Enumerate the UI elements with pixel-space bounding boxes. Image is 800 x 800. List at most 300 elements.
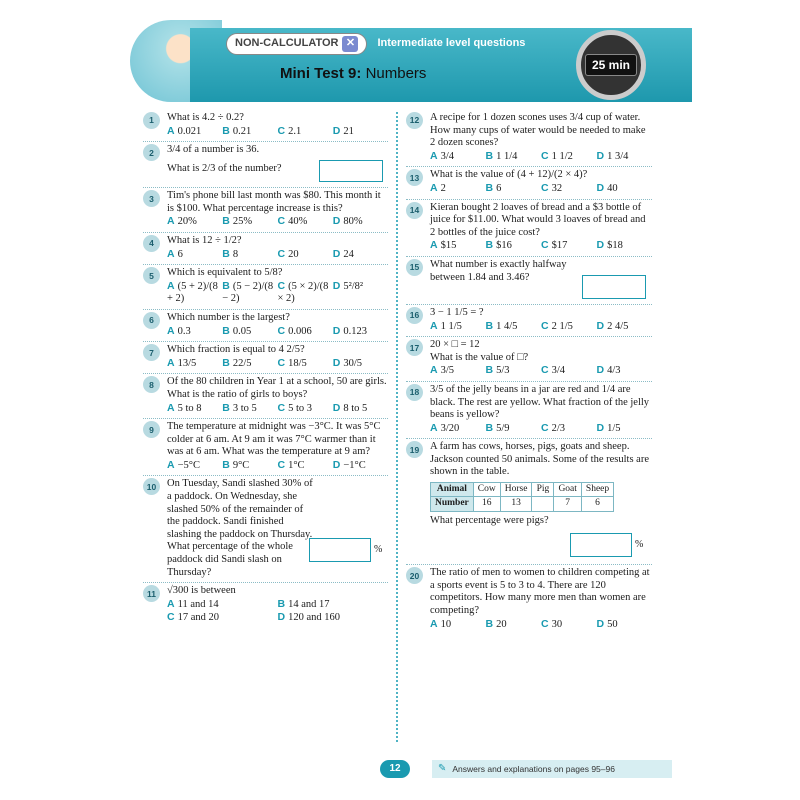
table-cell: Pig xyxy=(532,483,554,497)
question-text: On Tuesday, Sandi slashed 30% of a paddock. On Wednesday, she slashed 50% of the remainder of the paddock. Sandi finished slashing the paddock on Thursday. What percentage of the whole paddock did Sandi slash on Thursday? xyxy=(167,478,313,578)
option-letter: D xyxy=(332,215,341,228)
answer-option[interactable] xyxy=(541,150,597,164)
option-text: 30/5 xyxy=(343,357,363,369)
option-text: 8 to 5 xyxy=(343,402,368,414)
question-number: 10 xyxy=(143,478,160,495)
option-text: 5/9 xyxy=(496,422,510,434)
question-number: 17 xyxy=(406,339,423,356)
answer-option[interactable] xyxy=(167,357,222,371)
option-letter: B xyxy=(222,458,230,471)
answer-options xyxy=(430,239,652,253)
option-text: 8 xyxy=(232,248,239,260)
option-letter: C xyxy=(277,124,286,137)
option-text: 32 xyxy=(551,182,563,194)
option-text: 2 1/5 xyxy=(551,320,573,332)
option-text: 1/5 xyxy=(607,422,621,434)
table-cell: Sheep xyxy=(581,483,613,497)
option-letter: A xyxy=(430,364,438,377)
option-text: 3 to 5 xyxy=(232,402,257,414)
answer-options xyxy=(430,320,652,334)
option-text: (5 − 2)/(8 − 2) xyxy=(222,280,274,305)
answers-note-text: Answers and explanations on pages 95–96 xyxy=(452,763,615,774)
table-cell: 16 xyxy=(473,497,500,511)
question-number: 13 xyxy=(406,169,423,186)
question-text: The ratio of men to women to children competing at a sports event is 5 to 3 to 4. There are 120 competitors. How many more men than women are competing? xyxy=(430,567,650,617)
option-text: $18 xyxy=(607,240,623,252)
option-letter: A xyxy=(167,124,175,137)
answer-option[interactable] xyxy=(333,357,388,371)
table-cell: 6 xyxy=(581,497,613,511)
question-4 xyxy=(143,233,388,265)
answer-options xyxy=(167,248,388,262)
option-letter: A xyxy=(167,215,175,228)
question-7 xyxy=(143,342,388,374)
option-letter: C xyxy=(541,181,549,194)
option-letter: D xyxy=(596,421,605,434)
option-text: 3/4 xyxy=(440,150,455,162)
answer-option[interactable] xyxy=(278,215,333,229)
answer-option[interactable] xyxy=(597,364,653,378)
question-text: Which number is the largest? xyxy=(167,311,290,323)
answer-option[interactable] xyxy=(541,239,597,253)
table-row xyxy=(431,483,614,497)
answer-option[interactable] xyxy=(333,280,388,306)
question-text: What is 12 ÷ 1/2? xyxy=(167,234,242,246)
option-letter: A xyxy=(430,319,438,332)
page-number: 12 xyxy=(380,760,410,778)
option-text: 5/3 xyxy=(496,365,510,377)
table-cell: Goat xyxy=(554,483,581,497)
answer-option[interactable] xyxy=(430,364,486,378)
option-text: 0.021 xyxy=(177,125,202,137)
option-letter: C xyxy=(541,364,549,377)
answer-option[interactable] xyxy=(430,618,486,632)
x-mark-icon: ✕ xyxy=(342,36,358,52)
answer-option[interactable] xyxy=(222,459,277,473)
option-text: 0.006 xyxy=(288,325,312,337)
option-text: 1 3/4 xyxy=(607,150,629,162)
option-letter: A xyxy=(167,356,175,369)
option-letter: C xyxy=(277,356,286,369)
question-number: 18 xyxy=(406,384,423,401)
option-letter: B xyxy=(222,247,230,260)
answer-option[interactable] xyxy=(278,357,333,371)
question-text: Kieran bought 2 loaves of bread and a $3 bottle of juice for $11.00. What would 3 loaves of bread and 2 bottles of the juice cost? xyxy=(430,201,646,238)
question-text: What number is exactly halfway between 1.84 and 3.46? xyxy=(430,258,567,283)
table-cell: 7 xyxy=(554,497,581,511)
option-letter: D xyxy=(332,458,341,471)
answer-option[interactable] xyxy=(333,325,388,339)
pencil-icon: ✎ xyxy=(438,763,447,774)
answer-option[interactable] xyxy=(222,357,277,371)
subtitle: Intermediate level questions xyxy=(377,37,526,50)
option-text: 5 to 3 xyxy=(288,402,313,414)
answers-note xyxy=(432,760,672,778)
answer-option[interactable] xyxy=(486,182,542,196)
question-number: 4 xyxy=(143,235,160,252)
option-letter: B xyxy=(222,356,230,369)
answer-option[interactable] xyxy=(167,459,222,473)
option-text: 20 xyxy=(496,618,507,630)
question-15 xyxy=(406,257,652,305)
answer-option[interactable] xyxy=(597,320,653,334)
answer-options xyxy=(167,280,388,306)
option-letter: C xyxy=(541,421,549,434)
option-letter: C xyxy=(541,319,549,332)
option-letter: B xyxy=(485,319,494,332)
answer-option[interactable] xyxy=(167,280,222,306)
option-letter: B xyxy=(222,279,230,292)
answer-option[interactable] xyxy=(333,125,388,139)
option-letter: A xyxy=(167,324,175,337)
option-text: 17 and 20 xyxy=(177,612,220,624)
option-text: −1°C xyxy=(343,459,366,471)
question-number: 20 xyxy=(406,567,423,584)
question-text: 3/5 of the jelly beans in a jar are red and 1/4 are black. The rest are yellow. What fraction of the jelly beans is yellow? xyxy=(430,383,650,421)
option-text: 30 xyxy=(551,618,563,630)
option-text: 11 and 14 xyxy=(177,598,219,610)
question-text: What is the value of (4 + 12)/(2 × 4)? xyxy=(430,169,588,181)
option-text: 3/4 xyxy=(551,365,566,377)
answer-option[interactable] xyxy=(597,150,653,164)
mode-label: NON-CALCULATOR xyxy=(235,37,339,50)
answer-option[interactable] xyxy=(167,598,278,612)
answer-option[interactable] xyxy=(486,364,542,378)
question-number: 19 xyxy=(406,441,423,458)
left-column xyxy=(143,110,388,628)
option-text: 0.3 xyxy=(177,325,191,337)
option-letter: B xyxy=(222,401,230,414)
answer-option[interactable] xyxy=(167,248,222,262)
option-text: 10 xyxy=(440,618,452,630)
option-text: 0.123 xyxy=(343,325,367,337)
answer-option[interactable] xyxy=(486,320,542,334)
answer-option[interactable] xyxy=(278,611,389,625)
option-text: (5 + 2)/(8 + 2) xyxy=(167,280,218,305)
answer-option[interactable] xyxy=(167,215,222,229)
question-number: 9 xyxy=(143,421,160,438)
question-20 xyxy=(406,565,652,634)
answer-option[interactable] xyxy=(167,611,278,625)
answer-option[interactable] xyxy=(222,215,277,229)
option-letter: C xyxy=(541,239,549,252)
option-letter: C xyxy=(277,458,286,471)
question-5 xyxy=(143,265,388,310)
answer-options xyxy=(167,125,388,139)
answer-option[interactable] xyxy=(597,182,653,196)
question-text: What is 2/3 of the number? xyxy=(167,162,282,174)
option-text: $15 xyxy=(440,240,457,252)
answer-option[interactable] xyxy=(278,459,333,473)
answer-option[interactable] xyxy=(333,248,388,262)
answer-option[interactable] xyxy=(222,125,277,139)
option-letter: A xyxy=(167,597,175,610)
question-3 xyxy=(143,188,388,233)
option-letter: C xyxy=(167,611,175,624)
question-11 xyxy=(143,583,388,628)
question-number: 1 xyxy=(143,112,160,129)
right-column xyxy=(406,110,652,634)
timer-label: 25 min xyxy=(585,54,637,76)
question-number: 7 xyxy=(143,344,160,361)
answer-option[interactable] xyxy=(167,325,222,339)
option-letter: D xyxy=(596,617,605,630)
option-letter: D xyxy=(277,611,286,624)
answer-option[interactable] xyxy=(486,150,542,164)
option-letter: D xyxy=(332,279,341,292)
question-number: 15 xyxy=(406,259,423,276)
option-letter: B xyxy=(222,215,230,228)
option-letter: C xyxy=(277,215,286,228)
option-text: 50 xyxy=(607,618,618,630)
table-cell xyxy=(532,497,554,511)
answer-option[interactable] xyxy=(486,239,542,253)
answer-options xyxy=(167,357,388,371)
option-text: 9°C xyxy=(232,459,250,471)
question-17 xyxy=(406,337,652,382)
question-number: 12 xyxy=(406,112,423,129)
answer-options xyxy=(430,150,652,164)
table-cell: 13 xyxy=(500,497,532,511)
table-row xyxy=(431,497,614,511)
answer-options xyxy=(167,459,388,473)
option-letter: B xyxy=(485,149,494,162)
question-text: What is the value of □? xyxy=(430,351,529,363)
answer-options xyxy=(430,364,652,378)
answer-box[interactable] xyxy=(309,538,371,562)
option-text: 20% xyxy=(177,216,197,228)
answer-option[interactable] xyxy=(597,239,653,253)
option-letter: A xyxy=(430,149,438,162)
animal-table xyxy=(430,482,614,512)
question-9 xyxy=(143,419,388,476)
question-number: 14 xyxy=(406,202,423,219)
question-number: 5 xyxy=(143,267,160,284)
option-letter: B xyxy=(485,617,494,630)
option-text: 40 xyxy=(607,182,618,194)
question-number: 6 xyxy=(143,312,160,329)
answer-box[interactable] xyxy=(582,275,646,299)
option-text: 0.21 xyxy=(232,125,252,137)
answer-option[interactable] xyxy=(597,618,653,632)
option-text: 1 1/4 xyxy=(496,150,518,162)
answer-options xyxy=(430,422,652,436)
option-letter: C xyxy=(277,401,286,414)
answer-option[interactable] xyxy=(278,402,333,416)
answer-option[interactable] xyxy=(278,125,333,139)
question-2 xyxy=(143,142,388,188)
answer-option[interactable] xyxy=(430,422,486,436)
option-letter: A xyxy=(430,421,438,434)
question-text: 3/4 of a number is 36. xyxy=(167,144,260,156)
table-cell: Cow xyxy=(473,483,500,497)
answer-option[interactable] xyxy=(278,325,333,339)
option-text: 6 xyxy=(496,182,502,194)
option-text: 2 xyxy=(440,182,446,194)
footer xyxy=(0,760,800,780)
option-text: 120 and 160 xyxy=(288,612,341,624)
question-text: What is 4.2 ÷ 0.2? xyxy=(167,112,244,123)
option-text: 2/3 xyxy=(551,422,566,434)
question-8 xyxy=(143,374,388,419)
option-text: 18/5 xyxy=(288,357,307,369)
question-number: 3 xyxy=(143,190,160,207)
option-text: 5²/8² xyxy=(343,280,364,292)
answer-box[interactable] xyxy=(319,160,383,182)
question-text: √300 is between xyxy=(167,585,236,597)
question-text: A recipe for 1 dozen scones uses 3/4 cup of water. How many cups of water would be needed to make 2 dozen scones? xyxy=(430,112,646,149)
option-letter: D xyxy=(596,181,605,194)
question-12 xyxy=(406,110,652,167)
option-text: 24 xyxy=(343,248,354,260)
question-number: 11 xyxy=(143,585,160,602)
option-letter: C xyxy=(277,279,286,292)
option-text: 5 to 8 xyxy=(177,402,202,414)
percent-unit: % xyxy=(635,539,644,551)
table-cell: Animal xyxy=(431,483,474,497)
answer-option[interactable] xyxy=(430,150,486,164)
answer-box[interactable] xyxy=(570,533,632,557)
answer-option[interactable] xyxy=(486,422,542,436)
option-letter: C xyxy=(277,324,286,337)
question-text: Tim's phone bill last month was $80. This month it is $100. What percentage increase is this? xyxy=(167,190,381,214)
option-text: 40% xyxy=(288,216,308,228)
option-text: 1 1/5 xyxy=(440,320,462,332)
answer-options xyxy=(430,182,652,196)
question-text: 3 − 1 1/5 = ? xyxy=(430,306,484,318)
option-text: 1 4/5 xyxy=(496,320,518,332)
answer-option[interactable] xyxy=(278,248,333,262)
answer-option[interactable] xyxy=(430,182,486,196)
answer-options xyxy=(167,402,388,416)
question-text: Of the 80 children in Year 1 at a school, 50 are girls. What is the ratio of girls to boys? xyxy=(167,376,387,400)
option-text: 1 1/2 xyxy=(551,150,573,162)
answer-option[interactable] xyxy=(541,182,597,196)
answer-option[interactable] xyxy=(167,402,222,416)
option-letter: A xyxy=(167,458,175,471)
answer-option[interactable] xyxy=(430,239,486,253)
option-text: 1°C xyxy=(288,459,305,471)
answer-option[interactable] xyxy=(333,402,388,416)
question-6 xyxy=(143,310,388,342)
answer-option[interactable] xyxy=(222,402,277,416)
answer-option[interactable] xyxy=(333,459,388,473)
option-text: (5 × 2)/(8 × 2) xyxy=(277,280,329,305)
option-letter: B xyxy=(222,124,230,137)
option-text: 6 xyxy=(177,248,183,260)
option-text: 13/5 xyxy=(177,357,197,369)
question-number: 16 xyxy=(406,307,423,324)
question-text: Which is equivalent to 5/8? xyxy=(167,267,283,279)
question-number: 8 xyxy=(143,376,160,393)
question-text: What percentage were pigs? xyxy=(430,514,549,526)
option-letter: D xyxy=(596,319,605,332)
table-cell: Horse xyxy=(500,483,532,497)
answer-option[interactable] xyxy=(597,422,653,436)
option-text: 25% xyxy=(232,216,253,228)
answer-options xyxy=(167,215,388,229)
option-text: −5°C xyxy=(177,459,200,471)
option-letter: A xyxy=(430,181,438,194)
question-19 xyxy=(406,439,652,565)
stopwatch-icon xyxy=(576,30,646,100)
answer-option[interactable] xyxy=(222,280,277,306)
option-letter: A xyxy=(167,247,175,260)
page-title: Mini Test 9: Numbers xyxy=(280,65,427,82)
option-letter: D xyxy=(332,247,341,260)
answer-options xyxy=(430,618,652,632)
question-16 xyxy=(406,305,652,337)
question-14 xyxy=(406,200,652,257)
answer-option[interactable] xyxy=(430,320,486,334)
option-text: 20 xyxy=(288,248,299,260)
option-letter: A xyxy=(430,239,438,252)
question-text: The temperature at midnight was −3°C. It was 5°C colder at 6 am. At 9 am it was 7°C warmer than it was at 6 am. What was the temperature at 9 am? xyxy=(167,421,381,458)
answer-option[interactable] xyxy=(541,618,597,632)
answer-option[interactable] xyxy=(541,364,597,378)
header xyxy=(130,20,692,102)
option-letter: D xyxy=(332,356,341,369)
option-text: 2.1 xyxy=(288,125,302,137)
answer-option[interactable] xyxy=(333,215,388,229)
option-letter: D xyxy=(596,364,605,377)
option-text: 0.05 xyxy=(232,325,252,337)
answer-option[interactable] xyxy=(222,248,277,262)
mode-badge xyxy=(226,33,367,55)
answer-option[interactable] xyxy=(278,280,333,306)
option-text: 22/5 xyxy=(232,357,252,369)
option-letter: B xyxy=(485,364,494,377)
option-letter: B xyxy=(222,324,230,337)
question-text: 20 × □ = 12 xyxy=(430,339,480,351)
option-letter: D xyxy=(596,149,605,162)
option-letter: B xyxy=(277,597,286,610)
table-cell: Number xyxy=(431,497,474,511)
answer-option[interactable] xyxy=(167,125,222,139)
option-letter: C xyxy=(541,617,549,630)
option-letter: B xyxy=(485,421,494,434)
option-text: 3/20 xyxy=(440,422,460,434)
column-divider xyxy=(396,112,398,742)
option-letter: D xyxy=(332,324,341,337)
option-text: 80% xyxy=(343,216,363,228)
percent-unit: % xyxy=(374,544,383,556)
answer-options xyxy=(167,598,388,625)
answer-option[interactable] xyxy=(222,325,277,339)
question-13 xyxy=(406,167,652,199)
option-text: 3/5 xyxy=(440,365,455,377)
option-letter: C xyxy=(277,247,286,260)
option-letter: A xyxy=(430,617,438,630)
answer-option[interactable] xyxy=(541,422,597,436)
answer-option[interactable] xyxy=(278,598,389,612)
question-10 xyxy=(143,476,388,583)
option-text: 2 4/5 xyxy=(607,320,629,332)
answer-option[interactable] xyxy=(486,618,542,632)
option-letter: A xyxy=(167,279,175,292)
question-text: A farm has cows, horses, pigs, goats and sheep. Jackson counted 50 animals. Some of the results are shown in the table. xyxy=(430,441,649,478)
option-letter: B xyxy=(485,181,494,194)
option-text: 14 and 17 xyxy=(288,598,330,610)
option-letter: D xyxy=(332,124,341,137)
option-letter: B xyxy=(485,239,494,252)
option-letter: D xyxy=(332,401,341,414)
option-text: $17 xyxy=(551,240,568,252)
option-text: 4/3 xyxy=(607,365,621,377)
option-letter: D xyxy=(596,239,605,252)
answer-option[interactable] xyxy=(541,320,597,334)
question-number: 2 xyxy=(143,144,160,161)
